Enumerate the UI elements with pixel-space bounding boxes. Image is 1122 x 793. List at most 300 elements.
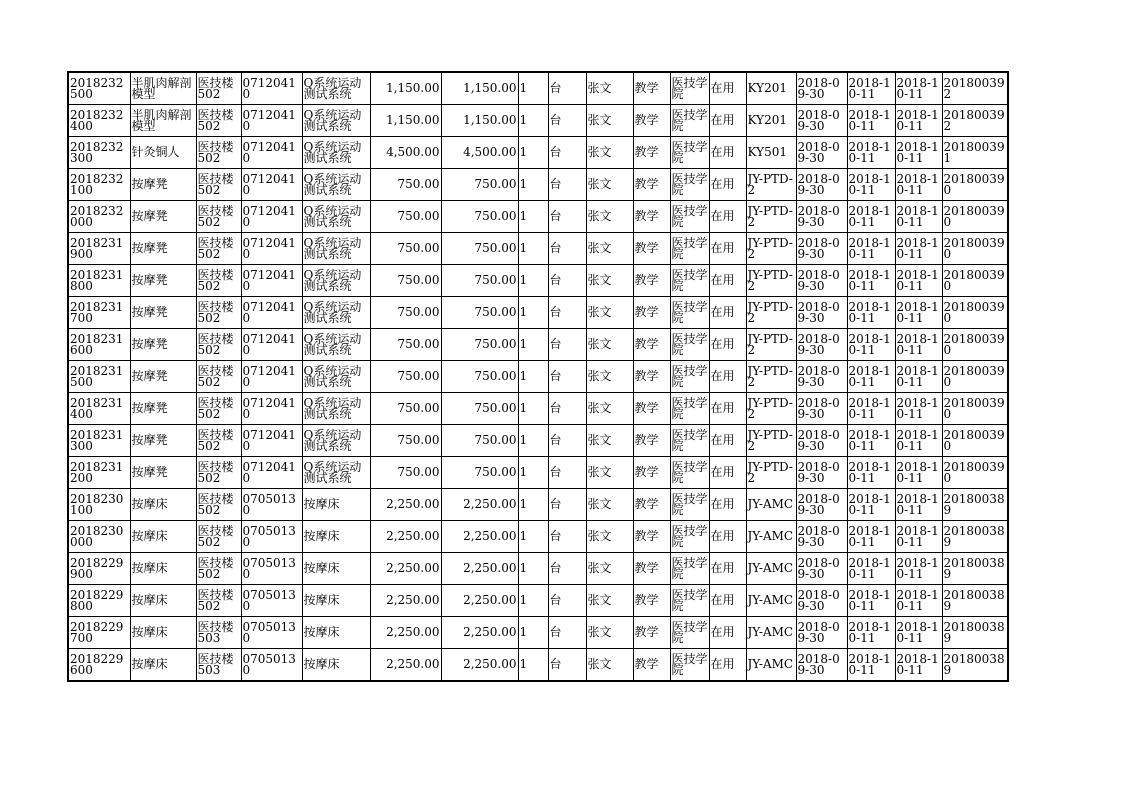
unit-price-cell: 750.00 [370,361,441,393]
category-name-cell: 按摩床 [302,649,370,682]
asset-name-cell: 按摩床 [130,617,196,649]
quantity-cell: 1 [518,457,548,489]
unit-cell: 台 [548,553,586,585]
status-cell: 在用 [709,297,746,329]
status-cell: 在用 [709,105,746,137]
table-row [68,521,1008,553]
asset-id-cell: 2018231800 [68,265,130,297]
category-name-cell: 按摩床 [302,585,370,617]
usage-cell: 教学 [633,233,670,265]
table-row [68,72,1008,105]
asset-name-cell: 半肌肉解剖模型 [130,105,196,137]
record-date-cell: 2018-10-11 [895,361,942,393]
usage-cell: 教学 [633,72,670,105]
voucher-number-cell: 201800392 [942,105,1008,137]
department-cell: 医技学院 [670,297,709,329]
entry-date-cell: 2018-10-11 [847,329,895,361]
status-cell: 在用 [709,649,746,682]
custodian-cell: 张文 [586,329,633,361]
status-cell: 在用 [709,329,746,361]
quantity-cell: 1 [518,169,548,201]
department-cell: 医技学院 [670,361,709,393]
department-cell: 医技学院 [670,585,709,617]
custodian-cell: 张文 [586,137,633,169]
category-code-cell: 07120410 [241,137,302,169]
table-row [68,361,1008,393]
model-cell: JY-AMC [746,617,796,649]
asset-name-cell: 按摩凳 [130,233,196,265]
asset-name-cell: 按摩凳 [130,393,196,425]
entry-date-cell: 2018-10-11 [847,457,895,489]
unit-price-cell: 2,250.00 [370,649,441,682]
custodian-cell: 张文 [586,361,633,393]
asset-id-cell: 2018232300 [68,137,130,169]
category-code-cell: 07050130 [241,489,302,521]
record-date-cell: 2018-10-11 [895,297,942,329]
quantity-cell: 1 [518,617,548,649]
category-name-cell: Q系统运动测试系统 [302,297,370,329]
custodian-cell: 张文 [586,489,633,521]
category-name-cell: Q系统运动测试系统 [302,105,370,137]
quantity-cell: 1 [518,489,548,521]
model-cell: JY-AMC [746,585,796,617]
status-cell: 在用 [709,393,746,425]
model-cell: JY-PTD-2 [746,361,796,393]
amount-cell: 750.00 [441,233,518,265]
status-cell: 在用 [709,265,746,297]
record-date-cell: 2018-10-11 [895,201,942,233]
amount-cell: 750.00 [441,457,518,489]
entry-date-cell: 2018-10-11 [847,521,895,553]
location-cell: 医技楼502 [196,297,241,329]
usage-cell: 教学 [633,585,670,617]
purchase-date-cell: 2018-09-30 [796,649,847,682]
usage-cell: 教学 [633,361,670,393]
record-date-cell: 2018-10-11 [895,425,942,457]
asset-id-cell: 2018229800 [68,585,130,617]
custodian-cell: 张文 [586,425,633,457]
record-date-cell: 2018-10-11 [895,105,942,137]
location-cell: 医技楼502 [196,521,241,553]
unit-cell: 台 [548,201,586,233]
entry-date-cell: 2018-10-11 [847,72,895,105]
amount-cell: 1,150.00 [441,72,518,105]
voucher-number-cell: 201800390 [942,361,1008,393]
record-date-cell: 2018-10-11 [895,329,942,361]
usage-cell: 教学 [633,489,670,521]
unit-cell: 台 [548,137,586,169]
record-date-cell: 2018-10-11 [895,489,942,521]
custodian-cell: 张文 [586,457,633,489]
unit-cell: 台 [548,425,586,457]
asset-name-cell: 按摩凳 [130,297,196,329]
department-cell: 医技学院 [670,521,709,553]
table-row [68,425,1008,457]
record-date-cell: 2018-10-11 [895,233,942,265]
status-cell: 在用 [709,361,746,393]
voucher-number-cell: 201800391 [942,137,1008,169]
amount-cell: 4,500.00 [441,137,518,169]
entry-date-cell: 2018-10-11 [847,233,895,265]
table-row [68,137,1008,169]
category-name-cell: 按摩床 [302,489,370,521]
asset-id-cell: 2018231700 [68,297,130,329]
department-cell: 医技学院 [670,72,709,105]
amount-cell: 750.00 [441,297,518,329]
purchase-date-cell: 2018-09-30 [796,201,847,233]
department-cell: 医技学院 [670,105,709,137]
model-cell: JY-PTD-2 [746,457,796,489]
department-cell: 医技学院 [670,489,709,521]
entry-date-cell: 2018-10-11 [847,553,895,585]
unit-cell: 台 [548,393,586,425]
table-row [68,297,1008,329]
unit-price-cell: 750.00 [370,425,441,457]
department-cell: 医技学院 [670,649,709,682]
custodian-cell: 张文 [586,169,633,201]
location-cell: 医技楼502 [196,329,241,361]
asset-name-cell: 按摩凳 [130,329,196,361]
quantity-cell: 1 [518,585,548,617]
entry-date-cell: 2018-10-11 [847,425,895,457]
unit-cell: 台 [548,265,586,297]
voucher-number-cell: 201800390 [942,329,1008,361]
voucher-number-cell: 201800389 [942,553,1008,585]
model-cell: JY-PTD-2 [746,297,796,329]
record-date-cell: 2018-10-11 [895,585,942,617]
asset-name-cell: 按摩床 [130,489,196,521]
model-cell: JY-AMC [746,553,796,585]
category-code-cell: 07120410 [241,361,302,393]
table-row [68,233,1008,265]
location-cell: 医技楼502 [196,72,241,105]
asset-name-cell: 按摩凳 [130,457,196,489]
location-cell: 医技楼502 [196,265,241,297]
asset-id-cell: 2018232000 [68,201,130,233]
status-cell: 在用 [709,72,746,105]
table-row [68,393,1008,425]
department-cell: 医技学院 [670,329,709,361]
usage-cell: 教学 [633,425,670,457]
quantity-cell: 1 [518,393,548,425]
model-cell: JY-PTD-2 [746,329,796,361]
quantity-cell: 1 [518,201,548,233]
category-name-cell: Q系统运动测试系统 [302,265,370,297]
purchase-date-cell: 2018-09-30 [796,617,847,649]
location-cell: 医技楼502 [196,201,241,233]
location-cell: 医技楼502 [196,137,241,169]
category-name-cell: 按摩床 [302,617,370,649]
unit-price-cell: 750.00 [370,393,441,425]
model-cell: JY-AMC [746,521,796,553]
asset-name-cell: 按摩凳 [130,201,196,233]
unit-cell: 台 [548,233,586,265]
location-cell: 医技楼502 [196,489,241,521]
model-cell: JY-AMC [746,649,796,682]
status-cell: 在用 [709,425,746,457]
table-row [68,553,1008,585]
category-code-cell: 07120410 [241,457,302,489]
category-code-cell: 07120410 [241,233,302,265]
asset-name-cell: 按摩床 [130,553,196,585]
department-cell: 医技学院 [670,617,709,649]
record-date-cell: 2018-10-11 [895,393,942,425]
entry-date-cell: 2018-10-11 [847,105,895,137]
location-cell: 医技楼502 [196,425,241,457]
status-cell: 在用 [709,457,746,489]
model-cell: JY-PTD-2 [746,393,796,425]
entry-date-cell: 2018-10-11 [847,649,895,682]
asset-name-cell: 按摩凳 [130,265,196,297]
amount-cell: 750.00 [441,201,518,233]
department-cell: 医技学院 [670,553,709,585]
unit-cell: 台 [548,169,586,201]
status-cell: 在用 [709,585,746,617]
unit-cell: 台 [548,617,586,649]
entry-date-cell: 2018-10-11 [847,361,895,393]
purchase-date-cell: 2018-09-30 [796,585,847,617]
asset-name-cell: 按摩凳 [130,361,196,393]
unit-price-cell: 1,150.00 [370,72,441,105]
usage-cell: 教学 [633,393,670,425]
purchase-date-cell: 2018-09-30 [796,361,847,393]
voucher-number-cell: 201800390 [942,393,1008,425]
model-cell: KY201 [746,105,796,137]
unit-price-cell: 750.00 [370,457,441,489]
voucher-number-cell: 201800390 [942,265,1008,297]
record-date-cell: 2018-10-11 [895,265,942,297]
unit-cell: 台 [548,72,586,105]
category-code-cell: 07120410 [241,297,302,329]
location-cell: 医技楼502 [196,553,241,585]
location-cell: 医技楼503 [196,649,241,682]
category-code-cell: 07120410 [241,265,302,297]
unit-cell: 台 [548,649,586,682]
custodian-cell: 张文 [586,201,633,233]
department-cell: 医技学院 [670,457,709,489]
unit-cell: 台 [548,297,586,329]
category-name-cell: Q系统运动测试系统 [302,137,370,169]
category-code-cell: 07120410 [241,72,302,105]
unit-cell: 台 [548,489,586,521]
category-name-cell: Q系统运动测试系统 [302,201,370,233]
department-cell: 医技学院 [670,393,709,425]
location-cell: 医技楼502 [196,585,241,617]
quantity-cell: 1 [518,137,548,169]
category-code-cell: 07050130 [241,521,302,553]
usage-cell: 教学 [633,169,670,201]
amount-cell: 750.00 [441,425,518,457]
asset-name-cell: 半肌肉解剖模型 [130,72,196,105]
model-cell: KY501 [746,137,796,169]
entry-date-cell: 2018-10-11 [847,617,895,649]
custodian-cell: 张文 [586,297,633,329]
asset-id-cell: 2018231300 [68,425,130,457]
unit-price-cell: 750.00 [370,297,441,329]
category-code-cell: 07120410 [241,393,302,425]
category-name-cell: Q系统运动测试系统 [302,361,370,393]
entry-date-cell: 2018-10-11 [847,201,895,233]
amount-cell: 2,250.00 [441,649,518,682]
model-cell: JY-AMC [746,489,796,521]
unit-price-cell: 2,250.00 [370,553,441,585]
quantity-cell: 1 [518,361,548,393]
quantity-cell: 1 [518,105,548,137]
location-cell: 医技楼502 [196,361,241,393]
custodian-cell: 张文 [586,521,633,553]
category-name-cell: Q系统运动测试系统 [302,457,370,489]
custodian-cell: 张文 [586,585,633,617]
record-date-cell: 2018-10-11 [895,457,942,489]
asset-id-cell: 2018231900 [68,233,130,265]
usage-cell: 教学 [633,105,670,137]
category-name-cell: 按摩床 [302,553,370,585]
category-name-cell: Q系统运动测试系统 [302,425,370,457]
amount-cell: 750.00 [441,329,518,361]
table-row [68,105,1008,137]
asset-id-cell: 2018230100 [68,489,130,521]
amount-cell: 2,250.00 [441,617,518,649]
status-cell: 在用 [709,233,746,265]
status-cell: 在用 [709,169,746,201]
table-row [68,201,1008,233]
entry-date-cell: 2018-10-11 [847,585,895,617]
status-cell: 在用 [709,521,746,553]
unit-price-cell: 2,250.00 [370,521,441,553]
usage-cell: 教学 [633,617,670,649]
unit-price-cell: 750.00 [370,201,441,233]
purchase-date-cell: 2018-09-30 [796,521,847,553]
model-cell: JY-PTD-2 [746,425,796,457]
amount-cell: 2,250.00 [441,553,518,585]
voucher-number-cell: 201800389 [942,617,1008,649]
entry-date-cell: 2018-10-11 [847,137,895,169]
quantity-cell: 1 [518,425,548,457]
purchase-date-cell: 2018-09-30 [796,297,847,329]
unit-price-cell: 2,250.00 [370,617,441,649]
asset-name-cell: 按摩床 [130,585,196,617]
department-cell: 医技学院 [670,169,709,201]
quantity-cell: 1 [518,329,548,361]
custodian-cell: 张文 [586,393,633,425]
asset-id-cell: 2018229600 [68,649,130,682]
quantity-cell: 1 [518,521,548,553]
entry-date-cell: 2018-10-11 [847,169,895,201]
voucher-number-cell: 201800390 [942,425,1008,457]
record-date-cell: 2018-10-11 [895,649,942,682]
custodian-cell: 张文 [586,233,633,265]
asset-id-cell: 2018232100 [68,169,130,201]
location-cell: 医技楼502 [196,105,241,137]
quantity-cell: 1 [518,553,548,585]
model-cell: JY-PTD-2 [746,233,796,265]
purchase-date-cell: 2018-09-30 [796,137,847,169]
purchase-date-cell: 2018-09-30 [796,72,847,105]
table-row [68,617,1008,649]
model-cell: JY-PTD-2 [746,169,796,201]
entry-date-cell: 2018-10-11 [847,489,895,521]
custodian-cell: 张文 [586,617,633,649]
amount-cell: 750.00 [441,265,518,297]
record-date-cell: 2018-10-11 [895,617,942,649]
custodian-cell: 张文 [586,72,633,105]
asset-id-cell: 2018229900 [68,553,130,585]
category-name-cell: Q系统运动测试系统 [302,233,370,265]
unit-cell: 台 [548,105,586,137]
status-cell: 在用 [709,489,746,521]
department-cell: 医技学院 [670,233,709,265]
category-name-cell: Q系统运动测试系统 [302,329,370,361]
location-cell: 医技楼502 [196,233,241,265]
voucher-number-cell: 201800390 [942,297,1008,329]
table-row [68,169,1008,201]
entry-date-cell: 2018-10-11 [847,297,895,329]
category-name-cell: 按摩床 [302,521,370,553]
custodian-cell: 张文 [586,553,633,585]
amount-cell: 2,250.00 [441,585,518,617]
category-code-cell: 07120410 [241,329,302,361]
quantity-cell: 1 [518,265,548,297]
purchase-date-cell: 2018-09-30 [796,233,847,265]
category-name-cell: Q系统运动测试系统 [302,169,370,201]
asset-id-cell: 2018229700 [68,617,130,649]
voucher-number-cell: 201800389 [942,521,1008,553]
custodian-cell: 张文 [586,105,633,137]
usage-cell: 教学 [633,329,670,361]
location-cell: 医技楼503 [196,617,241,649]
unit-price-cell: 750.00 [370,265,441,297]
category-code-cell: 07120410 [241,169,302,201]
asset-id-cell: 2018231200 [68,457,130,489]
unit-price-cell: 750.00 [370,233,441,265]
status-cell: 在用 [709,201,746,233]
amount-cell: 1,150.00 [441,105,518,137]
custodian-cell: 张文 [586,649,633,682]
voucher-number-cell: 201800392 [942,72,1008,105]
table-row [68,265,1008,297]
table-row [68,489,1008,521]
model-cell: JY-PTD-2 [746,201,796,233]
purchase-date-cell: 2018-09-30 [796,169,847,201]
usage-cell: 教学 [633,137,670,169]
unit-price-cell: 4,500.00 [370,137,441,169]
voucher-number-cell: 201800389 [942,649,1008,682]
usage-cell: 教学 [633,297,670,329]
quantity-cell: 1 [518,233,548,265]
purchase-date-cell: 2018-09-30 [796,489,847,521]
usage-cell: 教学 [633,649,670,682]
unit-cell: 台 [548,457,586,489]
usage-cell: 教学 [633,457,670,489]
record-date-cell: 2018-10-11 [895,137,942,169]
voucher-number-cell: 201800390 [942,457,1008,489]
amount-cell: 2,250.00 [441,521,518,553]
amount-cell: 750.00 [441,361,518,393]
custodian-cell: 张文 [586,265,633,297]
quantity-cell: 1 [518,649,548,682]
location-cell: 医技楼502 [196,169,241,201]
asset-id-cell: 2018231400 [68,393,130,425]
asset-name-cell: 按摩凳 [130,169,196,201]
category-code-cell: 07050130 [241,617,302,649]
asset-name-cell: 按摩凳 [130,425,196,457]
quantity-cell: 1 [518,72,548,105]
unit-price-cell: 750.00 [370,169,441,201]
record-date-cell: 2018-10-11 [895,553,942,585]
model-cell: KY201 [746,72,796,105]
unit-price-cell: 1,150.00 [370,105,441,137]
unit-price-cell: 750.00 [370,329,441,361]
